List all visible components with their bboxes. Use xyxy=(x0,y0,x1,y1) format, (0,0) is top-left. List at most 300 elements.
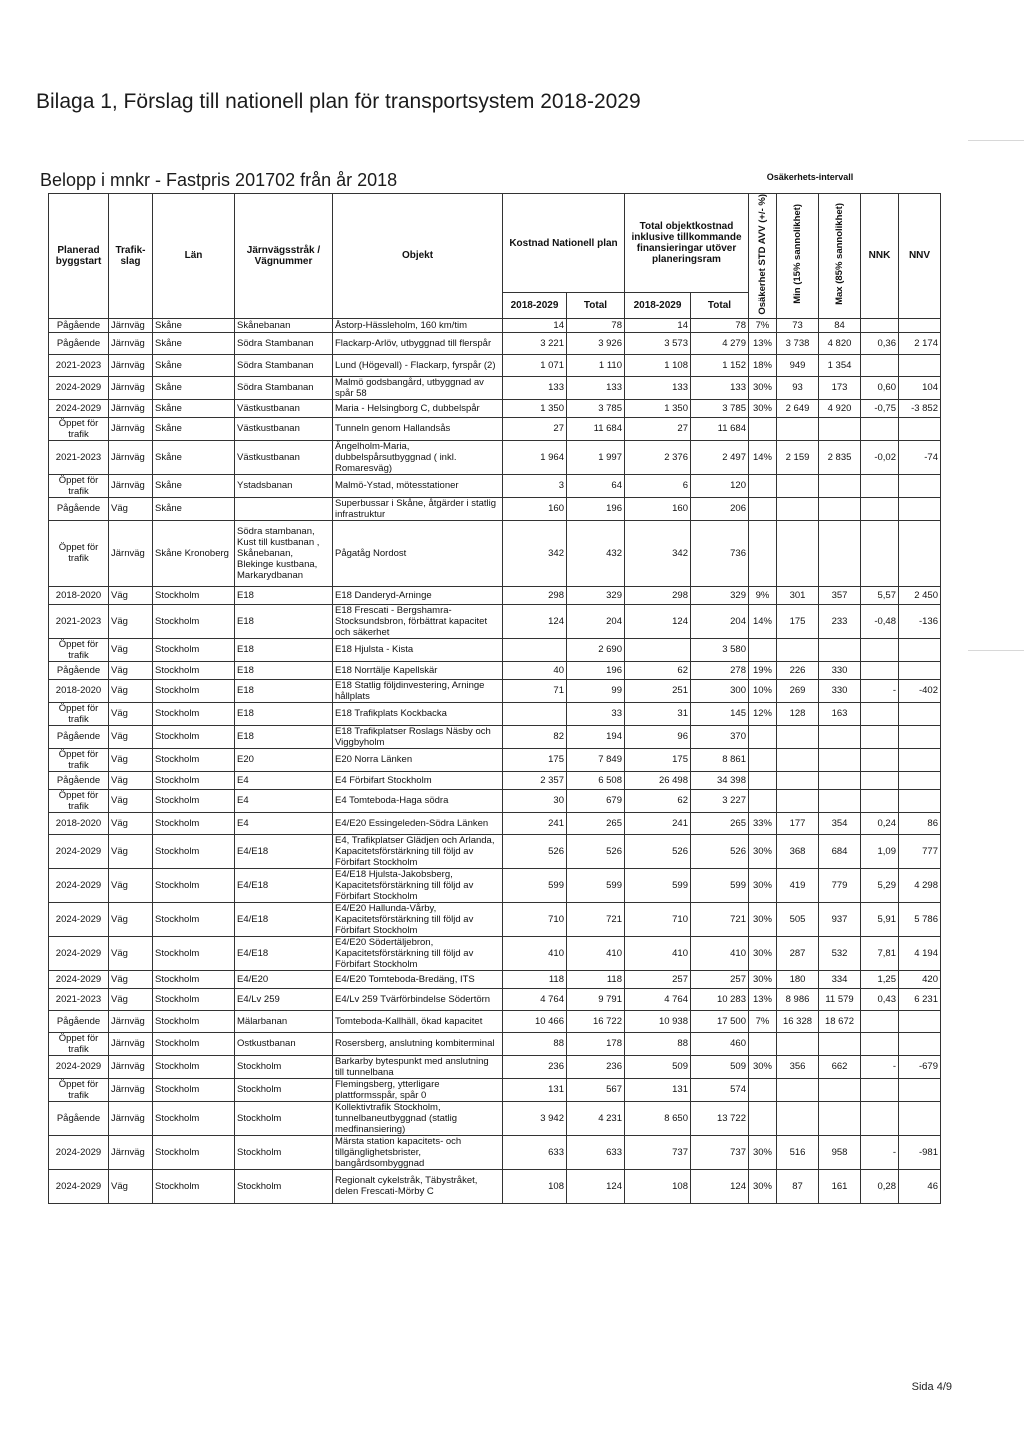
cell-trafikslag: Järnväg xyxy=(109,318,153,332)
cell-objekt: E4 Tomteboda-Haga södra xyxy=(333,789,503,812)
cell-trafikslag: Järnväg xyxy=(109,440,153,474)
cell-max: 161 xyxy=(819,1169,861,1203)
col-lan: Län xyxy=(153,194,235,319)
cell-kostnad-total: 633 xyxy=(567,1135,625,1169)
cell-lan: Stockholm xyxy=(153,1169,235,1203)
cell-osakerhet xyxy=(749,1032,777,1055)
cell-lan: Skåne xyxy=(153,417,235,440)
cell-total-2018: 241 xyxy=(625,812,691,834)
cell-nnk xyxy=(861,638,899,661)
cell-nnv xyxy=(899,1101,941,1135)
table-row xyxy=(49,1078,941,1101)
cell-nnv: -402 xyxy=(899,679,941,702)
cell-nnk xyxy=(861,789,899,812)
cell-objekt: Regionalt cykelstråk, Täbystråket, delen Frescati-Mörby C xyxy=(333,1169,503,1203)
cell-osakerhet xyxy=(749,1101,777,1135)
cell-osakerhet xyxy=(749,417,777,440)
cell-osakerhet xyxy=(749,520,777,586)
cell-trafikslag: Järnväg xyxy=(109,354,153,376)
cell-jarnvag: Stockholm xyxy=(235,1101,333,1135)
cell-total-2018: 26 498 xyxy=(625,771,691,789)
cell-nnv xyxy=(899,638,941,661)
col-nnv: NNV xyxy=(899,194,941,319)
cell-planerad: Pågående xyxy=(49,318,109,332)
cell-objekt: Lund (Högevall) - Flackarp, fyrspår (2) xyxy=(333,354,503,376)
cell-max xyxy=(819,748,861,771)
table-row xyxy=(49,638,941,661)
col-planerad-byggstart: Planerad byggstart xyxy=(49,194,109,319)
cell-max: 330 xyxy=(819,679,861,702)
cell-total-total: 278 xyxy=(691,661,749,679)
cell-nnv xyxy=(899,789,941,812)
cell-objekt: E18 Norrtälje Kapellskär xyxy=(333,661,503,679)
cell-nnk: 7,81 xyxy=(861,936,899,970)
table-subtitle: Belopp i mnkr - Fastpris 201702 från år 2018 xyxy=(40,170,398,190)
cell-lan: Skåne xyxy=(153,399,235,417)
cell-kostnad-2018: 40 xyxy=(503,661,567,679)
cell-nnv: -3 852 xyxy=(899,399,941,417)
cell-objekt: E4/E20 Hallunda-Vårby, Kapacitetsförstärkning till följd av Förbifart Stockholm xyxy=(333,902,503,936)
cell-max xyxy=(819,520,861,586)
cell-nnk: 5,29 xyxy=(861,868,899,902)
cell-min xyxy=(777,725,819,748)
cell-min: 356 xyxy=(777,1055,819,1078)
cell-kostnad-2018: 10 466 xyxy=(503,1010,567,1032)
cell-trafikslag: Järnväg xyxy=(109,1101,153,1135)
cell-total-2018: 131 xyxy=(625,1078,691,1101)
cell-jarnvag: E4 xyxy=(235,789,333,812)
cell-total-2018: 27 xyxy=(625,417,691,440)
cell-trafikslag: Väg xyxy=(109,661,153,679)
cell-total-total: 17 500 xyxy=(691,1010,749,1032)
cell-nnk xyxy=(861,354,899,376)
cell-total-2018: 737 xyxy=(625,1135,691,1169)
cell-min: 226 xyxy=(777,661,819,679)
cell-kostnad-2018 xyxy=(503,702,567,725)
cell-min xyxy=(777,789,819,812)
cell-nnk xyxy=(861,661,899,679)
cell-kostnad-total: 124 xyxy=(567,1169,625,1203)
cell-total-2018: 410 xyxy=(625,936,691,970)
cell-osakerhet: 30% xyxy=(749,399,777,417)
cell-lan: Stockholm xyxy=(153,1101,235,1135)
cell-min xyxy=(777,1101,819,1135)
table-row xyxy=(49,748,941,771)
table-row xyxy=(49,332,941,354)
cell-objekt: E18 Hjulsta - Kista xyxy=(333,638,503,661)
cell-nnk xyxy=(861,1032,899,1055)
cell-jarnvag: Södra Stambanan xyxy=(235,354,333,376)
cell-total-2018: 10 938 xyxy=(625,1010,691,1032)
cell-trafikslag: Järnväg xyxy=(109,399,153,417)
cell-kostnad-2018: 599 xyxy=(503,868,567,902)
cell-max: 357 xyxy=(819,586,861,604)
cell-max: 354 xyxy=(819,812,861,834)
cell-nnv: 86 xyxy=(899,812,941,834)
cell-trafikslag: Väg xyxy=(109,497,153,520)
cell-jarnvag: Södra Stambanan xyxy=(235,332,333,354)
cell-total-total: 599 xyxy=(691,868,749,902)
cell-osakerhet: 13% xyxy=(749,988,777,1010)
col-osakerhet: Osäkerhet STD AVV (+/- %) xyxy=(749,194,777,319)
cell-jarnvag: E18 xyxy=(235,702,333,725)
cell-kostnad-2018: 710 xyxy=(503,902,567,936)
cell-max: 779 xyxy=(819,868,861,902)
cell-total-total: 11 684 xyxy=(691,417,749,440)
cell-planerad: Öppet för trafik xyxy=(49,1032,109,1055)
cell-min xyxy=(777,771,819,789)
cell-total-2018: 62 xyxy=(625,661,691,679)
cell-total-2018: 298 xyxy=(625,586,691,604)
table-row xyxy=(49,834,941,868)
cell-total-total: 3 580 xyxy=(691,638,749,661)
cell-kostnad-2018: 27 xyxy=(503,417,567,440)
cell-total-2018: 710 xyxy=(625,902,691,936)
cell-total-2018: 160 xyxy=(625,497,691,520)
cell-total-total: 133 xyxy=(691,376,749,399)
cell-trafikslag: Väg xyxy=(109,586,153,604)
cell-kostnad-2018: 71 xyxy=(503,679,567,702)
cell-kostnad-2018: 124 xyxy=(503,604,567,638)
cell-total-total: 3 227 xyxy=(691,789,749,812)
cell-total-total: 736 xyxy=(691,520,749,586)
cell-total-total: 120 xyxy=(691,474,749,497)
cell-kostnad-total: 196 xyxy=(567,661,625,679)
cell-trafikslag: Järnväg xyxy=(109,1078,153,1101)
cell-total-total: 300 xyxy=(691,679,749,702)
cell-planerad: 2018-2020 xyxy=(49,586,109,604)
table-row xyxy=(49,586,941,604)
cell-total-total: 8 861 xyxy=(691,748,749,771)
right-edge-line xyxy=(968,140,1024,141)
cell-objekt: E4, Trafikplatser Glädjen och Arlanda, Kapacitetsförstärkning till följd av Förbifart Stockholm xyxy=(333,834,503,868)
cell-osakerhet xyxy=(749,497,777,520)
cell-planerad: 2024-2029 xyxy=(49,936,109,970)
cell-min: 287 xyxy=(777,936,819,970)
cell-min: 949 xyxy=(777,354,819,376)
cell-objekt: E4/E20 Essingeleden-Södra Länken xyxy=(333,812,503,834)
cell-min: 73 xyxy=(777,318,819,332)
cell-planerad: Pågående xyxy=(49,771,109,789)
cell-planerad: 2024-2029 xyxy=(49,970,109,988)
cell-max: 11 579 xyxy=(819,988,861,1010)
cell-lan: Stockholm xyxy=(153,1135,235,1169)
cell-osakerhet: 30% xyxy=(749,834,777,868)
cell-max xyxy=(819,417,861,440)
cell-kostnad-2018: 236 xyxy=(503,1055,567,1078)
cell-max xyxy=(819,789,861,812)
cell-objekt: Malmö-Ystad, mötesstationer xyxy=(333,474,503,497)
page-number: Sida 4/9 xyxy=(911,1381,952,1393)
cell-lan: Stockholm xyxy=(153,679,235,702)
cell-nnk: 0,36 xyxy=(861,332,899,354)
cell-total-2018: 342 xyxy=(625,520,691,586)
cell-osakerhet xyxy=(749,638,777,661)
cell-total-total: 124 xyxy=(691,1169,749,1203)
cell-total-2018: 124 xyxy=(625,604,691,638)
cell-planerad: 2024-2029 xyxy=(49,902,109,936)
cell-nnv xyxy=(899,661,941,679)
cell-kostnad-total: 7 849 xyxy=(567,748,625,771)
cell-planerad: 2024-2029 xyxy=(49,1135,109,1169)
cell-kostnad-2018: 108 xyxy=(503,1169,567,1203)
cell-max: 4 920 xyxy=(819,399,861,417)
cell-trafikslag: Väg xyxy=(109,725,153,748)
cell-kostnad-total: 236 xyxy=(567,1055,625,1078)
cell-min: 2 649 xyxy=(777,399,819,417)
cell-total-2018: 3 573 xyxy=(625,332,691,354)
cell-objekt: E18 Trafikplatser Roslags Näsby och Viggbyholm xyxy=(333,725,503,748)
cell-objekt: Malmö godsbangård, utbyggnad av spår 58 xyxy=(333,376,503,399)
cell-jarnvag: Västkustbanan xyxy=(235,417,333,440)
cell-osakerhet: 14% xyxy=(749,440,777,474)
cell-total-total: 410 xyxy=(691,936,749,970)
cell-min xyxy=(777,638,819,661)
cell-trafikslag: Väg xyxy=(109,679,153,702)
cell-jarnvag: Ostkustbanan xyxy=(235,1032,333,1055)
cell-kostnad-total: 4 231 xyxy=(567,1101,625,1135)
cell-trafikslag: Järnväg xyxy=(109,1032,153,1055)
cell-nnk: -0,02 xyxy=(861,440,899,474)
cell-kostnad-2018: 30 xyxy=(503,789,567,812)
cell-total-2018: 62 xyxy=(625,789,691,812)
cell-osakerhet: 30% xyxy=(749,1135,777,1169)
cell-nnv xyxy=(899,1078,941,1101)
cell-min: 368 xyxy=(777,834,819,868)
cell-lan: Stockholm xyxy=(153,789,235,812)
cell-total-2018 xyxy=(625,638,691,661)
cell-total-2018: 509 xyxy=(625,1055,691,1078)
cell-jarnvag: E4/E18 xyxy=(235,834,333,868)
cell-nnv xyxy=(899,1032,941,1055)
cell-kostnad-2018: 3 942 xyxy=(503,1101,567,1135)
cell-kostnad-total: 567 xyxy=(567,1078,625,1101)
cell-planerad: 2018-2020 xyxy=(49,812,109,834)
cell-max: 662 xyxy=(819,1055,861,1078)
cell-kostnad-total: 11 684 xyxy=(567,417,625,440)
cell-kostnad-total: 133 xyxy=(567,376,625,399)
cell-objekt: Ängelholm-Maria, dubbelspårsutbyggnad ( inkl. Romaresväg) xyxy=(333,440,503,474)
cell-trafikslag: Järnväg xyxy=(109,520,153,586)
col-max: Max (85% sannolikhet) xyxy=(819,194,861,319)
cell-objekt: Flemingsberg, ytterligare plattformsspår, spår 0 xyxy=(333,1078,503,1101)
cell-osakerhet: 30% xyxy=(749,376,777,399)
cell-total-total: 10 283 xyxy=(691,988,749,1010)
cell-kostnad-2018: 1 350 xyxy=(503,399,567,417)
cell-total-2018: 251 xyxy=(625,679,691,702)
cell-total-2018: 31 xyxy=(625,702,691,725)
cell-nnv: 5 786 xyxy=(899,902,941,936)
cell-jarnvag: E20 xyxy=(235,748,333,771)
cell-kostnad-2018: 14 xyxy=(503,318,567,332)
cell-lan: Stockholm xyxy=(153,1078,235,1101)
cell-osakerhet: 19% xyxy=(749,661,777,679)
cell-planerad: 2021-2023 xyxy=(49,604,109,638)
cell-jarnvag: Södra stambanan, Kust till kustbanan , Skånebanan, Blekinge kustbana, Markarydbanan xyxy=(235,520,333,586)
cell-total-2018: 175 xyxy=(625,748,691,771)
table-row xyxy=(49,1055,941,1078)
cell-trafikslag: Väg xyxy=(109,988,153,1010)
cell-planerad: Öppet för trafik xyxy=(49,520,109,586)
table-row xyxy=(49,702,941,725)
cell-max: 233 xyxy=(819,604,861,638)
cell-lan: Stockholm xyxy=(153,970,235,988)
table-row xyxy=(49,988,941,1010)
cell-max: 958 xyxy=(819,1135,861,1169)
cell-objekt: E4/E20 Tomteboda-Bredäng, ITS xyxy=(333,970,503,988)
cell-min xyxy=(777,1032,819,1055)
cell-trafikslag: Väg xyxy=(109,936,153,970)
cell-nnv xyxy=(899,702,941,725)
cell-objekt: E4/E20 Södertäljebron, Kapacitetsförstärkning till följd av Förbifart Stockholm xyxy=(333,936,503,970)
cell-jarnvag: E4 xyxy=(235,812,333,834)
cell-nnv: 104 xyxy=(899,376,941,399)
cell-min: 2 159 xyxy=(777,440,819,474)
table-row xyxy=(49,1101,941,1135)
col-group-total: Total objektkostnad inklusive tillkommande finansieringar utöver planeringsram xyxy=(625,194,749,293)
cell-jarnvag: E4/E20 xyxy=(235,970,333,988)
cell-kostnad-2018: 1 071 xyxy=(503,354,567,376)
cell-jarnvag: E18 xyxy=(235,725,333,748)
cell-total-2018: 108 xyxy=(625,1169,691,1203)
cell-objekt: E18 Danderyd-Arninge xyxy=(333,586,503,604)
cell-kostnad-total: 2 690 xyxy=(567,638,625,661)
cell-max xyxy=(819,1032,861,1055)
cell-max: 173 xyxy=(819,376,861,399)
cell-kostnad-2018: 133 xyxy=(503,376,567,399)
cell-total-2018: 1 350 xyxy=(625,399,691,417)
cell-nnk: 0,24 xyxy=(861,812,899,834)
cell-planerad: Pågående xyxy=(49,725,109,748)
cell-kostnad-2018: 4 764 xyxy=(503,988,567,1010)
cell-kostnad-2018: 118 xyxy=(503,970,567,988)
cell-min: 180 xyxy=(777,970,819,988)
cell-planerad: 2021-2023 xyxy=(49,440,109,474)
cell-kostnad-total: 64 xyxy=(567,474,625,497)
cell-objekt: Barkarby bytespunkt med anslutning till tunnelbana xyxy=(333,1055,503,1078)
cell-max xyxy=(819,1101,861,1135)
cell-trafikslag: Järnväg xyxy=(109,332,153,354)
cell-total-2018: 88 xyxy=(625,1032,691,1055)
cell-jarnvag: Skånebanan xyxy=(235,318,333,332)
cell-min xyxy=(777,748,819,771)
cell-lan: Stockholm xyxy=(153,638,235,661)
cell-trafikslag: Väg xyxy=(109,902,153,936)
table-row xyxy=(49,902,941,936)
cell-trafikslag: Järnväg xyxy=(109,474,153,497)
cell-jarnvag: Västkustbanan xyxy=(235,399,333,417)
cell-nnk xyxy=(861,748,899,771)
cell-trafikslag: Väg xyxy=(109,1169,153,1203)
cell-total-total: 737 xyxy=(691,1135,749,1169)
col-total-2018: 2018-2029 xyxy=(625,293,691,318)
cell-nnk xyxy=(861,771,899,789)
cell-min xyxy=(777,417,819,440)
cell-jarnvag: Västkustbanan xyxy=(235,440,333,474)
cell-total-2018: 526 xyxy=(625,834,691,868)
cell-nnv: 4 194 xyxy=(899,936,941,970)
cell-planerad: 2024-2029 xyxy=(49,868,109,902)
cell-lan: Stockholm xyxy=(153,1010,235,1032)
cell-jarnvag: E4 xyxy=(235,771,333,789)
col-min: Min (15% sannolikhet) xyxy=(777,194,819,319)
cell-lan: Skåne xyxy=(153,354,235,376)
cell-min: 177 xyxy=(777,812,819,834)
cell-kostnad-2018: 175 xyxy=(503,748,567,771)
table-row xyxy=(49,354,941,376)
cell-kostnad-total: 265 xyxy=(567,812,625,834)
cell-nnv xyxy=(899,474,941,497)
cell-nnv: 6 231 xyxy=(899,988,941,1010)
cell-nnk: -0,48 xyxy=(861,604,899,638)
cell-nnk: 5,91 xyxy=(861,902,899,936)
cell-kostnad-total: 33 xyxy=(567,702,625,725)
cell-nnv: 777 xyxy=(899,834,941,868)
cell-lan: Skåne xyxy=(153,497,235,520)
cell-max xyxy=(819,474,861,497)
cell-osakerhet: 14% xyxy=(749,604,777,638)
cell-nnk xyxy=(861,1078,899,1101)
cell-objekt: E18 Statlig följdinvestering, Arninge hållplats xyxy=(333,679,503,702)
cell-nnk: 0,28 xyxy=(861,1169,899,1203)
cell-kostnad-2018: 3 xyxy=(503,474,567,497)
cell-kostnad-total: 3 785 xyxy=(567,399,625,417)
cell-min: 128 xyxy=(777,702,819,725)
cell-total-total: 78 xyxy=(691,318,749,332)
cell-max: 334 xyxy=(819,970,861,988)
cell-total-total: 204 xyxy=(691,604,749,638)
cell-osakerhet xyxy=(749,474,777,497)
cell-planerad: 2024-2029 xyxy=(49,834,109,868)
cell-jarnvag: E18 xyxy=(235,661,333,679)
cell-kostnad-total: 78 xyxy=(567,318,625,332)
cell-osakerhet: 13% xyxy=(749,332,777,354)
cell-total-2018: 1 108 xyxy=(625,354,691,376)
cell-min: 516 xyxy=(777,1135,819,1169)
cell-kostnad-2018: 131 xyxy=(503,1078,567,1101)
table-row xyxy=(49,812,941,834)
cell-jarnvag: Stockholm xyxy=(235,1135,333,1169)
cell-jarnvag: E18 xyxy=(235,638,333,661)
cell-osakerhet: 30% xyxy=(749,868,777,902)
cell-nnv xyxy=(899,771,941,789)
cell-total-total: 34 398 xyxy=(691,771,749,789)
table-row xyxy=(49,936,941,970)
cell-objekt: Åstorp-Hässleholm, 160 km/tim xyxy=(333,318,503,332)
cell-trafikslag: Järnväg xyxy=(109,417,153,440)
cell-max xyxy=(819,638,861,661)
cell-min xyxy=(777,1078,819,1101)
cell-total-total: 329 xyxy=(691,586,749,604)
cell-lan: Stockholm xyxy=(153,834,235,868)
cell-nnk: 0,60 xyxy=(861,376,899,399)
cell-trafikslag: Väg xyxy=(109,834,153,868)
cell-nnv xyxy=(899,725,941,748)
cell-trafikslag: Järnväg xyxy=(109,1010,153,1032)
cell-kostnad-2018: 410 xyxy=(503,936,567,970)
table-row xyxy=(49,520,941,586)
cell-jarnvag: E4/E18 xyxy=(235,868,333,902)
cell-lan: Stockholm xyxy=(153,936,235,970)
cell-nnk xyxy=(861,1010,899,1032)
table-row xyxy=(49,679,941,702)
cell-max: 84 xyxy=(819,318,861,332)
cell-lan: Stockholm xyxy=(153,1055,235,1078)
col-nnk: NNK xyxy=(861,194,899,319)
cell-planerad: Pågående xyxy=(49,332,109,354)
cell-max xyxy=(819,771,861,789)
cell-lan: Skåne xyxy=(153,440,235,474)
